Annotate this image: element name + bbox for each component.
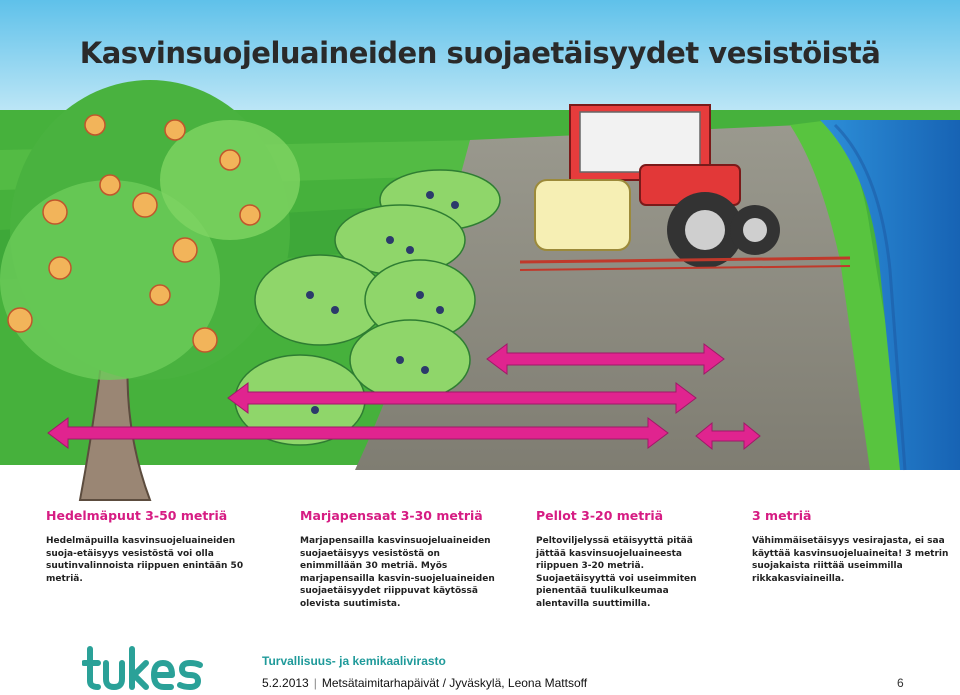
- info-column-minimum: [752, 508, 952, 585]
- footer-info: 5.2.2013 | Metsätaimitarhapäivät / Jyväskylä, Leona Mattsoff: [262, 676, 588, 690]
- column-text: Hedelmäpuilla kasvinsuojeluaineiden suoja-etäisyys vesistöstä voi olla suutinvalinnoista riippuen enintään 50 metriä.: [46, 536, 244, 584]
- column-heading: 3 metriä: [752, 508, 812, 523]
- tukes-logo: [82, 645, 212, 691]
- column-text: Peltoviljelyssä etäisyyttä pitää jättää kasvinsuojeluaineesta riippuen 3-20 metriä. Suojaetäisyyttä voi useimmiten pienentää tuulikulkeumaa alentavilla suuttimilla.: [536, 536, 697, 609]
- footer-event: Metsätaimitarhapäivät / Jyväskylä, Leona Mattsoff: [321, 676, 588, 690]
- column-heading: Pellot 3-20 metriä: [536, 508, 664, 523]
- footer-date: 5.2.2013: [262, 676, 309, 690]
- info-column-berry-bushes: [300, 508, 495, 610]
- agency-name: Turvallisuus- ja kemikaalivirasto: [262, 654, 446, 668]
- column-heading: Hedelmäpuut 3-50 metriä: [46, 508, 228, 523]
- column-heading: Marjapensaat 3-30 metriä: [300, 508, 483, 523]
- info-column-fruit-trees: [46, 508, 261, 585]
- column-text: Marjapensailla kasvinsuojeluaineiden suojaetäisyys vesistöstä on enimmillään 30 metriä. Myös marjapensailla kasvin-suojeluaineiden suojaetäisyydet riippuvat käytössä olevista suutimista.: [300, 536, 495, 609]
- page-number: 6: [897, 676, 904, 690]
- page-title: Kasvinsuojeluaineiden suojaetäisyydet vesistöistä: [79, 36, 881, 70]
- info-column-fields: [536, 508, 716, 610]
- column-text: Vähimmäisetäisyys vesirajasta, ei saa käyttää kasvinsuojeluaineita! 3 metrin suojakaista riittää useimmilla rikkakasviaineilla.: [752, 536, 949, 584]
